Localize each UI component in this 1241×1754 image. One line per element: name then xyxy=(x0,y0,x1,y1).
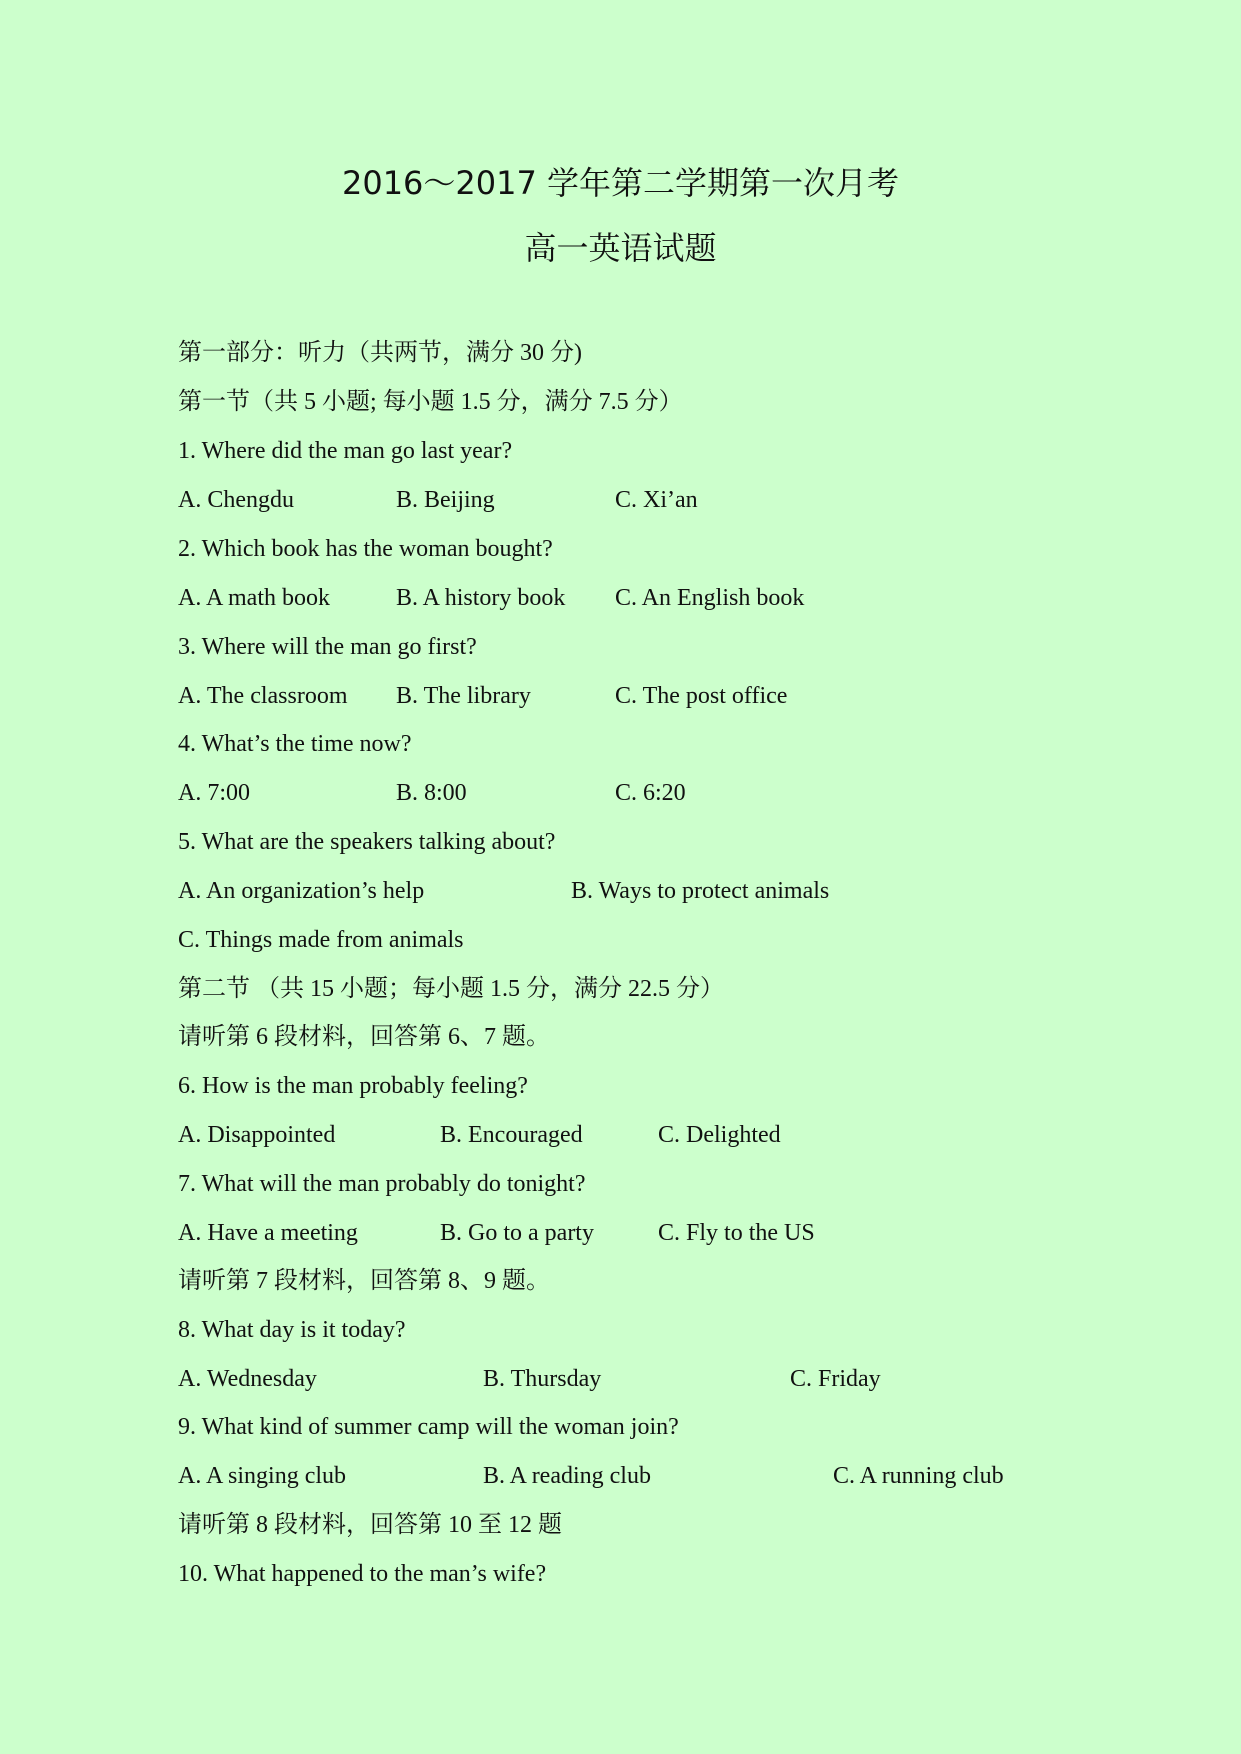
option-c: C. An English book xyxy=(615,585,805,611)
option-b: B. A reading club xyxy=(483,1463,651,1489)
question-6-options xyxy=(178,1115,1078,1155)
option-c: C. Fly to the US xyxy=(658,1220,815,1246)
instruction-passage-7: 请听第 7 段材料，回答第 8、9 题。 xyxy=(178,1268,550,1294)
question-3-options xyxy=(178,676,1078,716)
exam-title: 2016～2017 学年第二学期第一次月考 xyxy=(341,164,900,202)
option-b: B. Thursday xyxy=(483,1366,602,1392)
question-5-option-c: C. Things made from animals xyxy=(178,927,464,953)
option-c: C. A running club xyxy=(833,1463,1004,1489)
question-9-options xyxy=(178,1456,1078,1496)
instruction-passage-6: 请听第 6 段材料，回答第 6、7 题。 xyxy=(178,1024,550,1050)
section2-heading: 第二节 （共 15 小题；每小题 1.5 分，满分 22.5 分） xyxy=(178,976,724,1002)
option-c: C. The post office xyxy=(615,683,788,709)
option-b: B. Go to a party xyxy=(440,1220,594,1246)
instruction-passage-8: 请听第 8 段材料，回答第 10 至 12 题 xyxy=(178,1512,562,1538)
option-a: A. Chengdu xyxy=(178,487,294,513)
question-5-options xyxy=(178,871,1078,911)
option-b: B. Encouraged xyxy=(440,1122,583,1148)
option-c: C. 6:20 xyxy=(615,780,686,806)
part1-heading: 第一部分：听力（共两节，满分 30 分) xyxy=(178,340,582,366)
option-c: C. Delighted xyxy=(658,1122,781,1148)
option-b: B. Ways to protect animals xyxy=(571,878,830,904)
question-7-options xyxy=(178,1213,1078,1253)
option-a: A. Disappointed xyxy=(178,1122,336,1148)
option-c: C. Xi’an xyxy=(615,487,698,513)
option-a: A. A math book xyxy=(178,585,331,611)
question-2-options xyxy=(178,578,1078,618)
question-9: 9. What kind of summer camp will the woman join? xyxy=(178,1414,679,1440)
exam-subtitle: 高一英语试题 xyxy=(524,229,717,267)
option-a: A. Have a meeting xyxy=(178,1220,358,1246)
option-a: A. A singing club xyxy=(178,1463,347,1489)
option-b: B. 8:00 xyxy=(396,780,467,806)
question-3: 3. Where will the man go first? xyxy=(178,634,477,660)
question-4-options xyxy=(178,773,1078,813)
question-2: 2. Which book has the woman bought? xyxy=(178,536,553,562)
question-1: 1. Where did the man go last year? xyxy=(178,438,513,464)
question-4: 4. What’s the time now? xyxy=(178,731,412,757)
option-a: A. The classroom xyxy=(178,683,348,709)
question-6: 6. How is the man probably feeling? xyxy=(178,1073,528,1099)
question-1-options xyxy=(178,480,1078,520)
option-b: B. Beijing xyxy=(396,487,495,513)
option-c: C. Friday xyxy=(790,1366,881,1392)
question-5: 5. What are the speakers talking about? xyxy=(178,829,556,855)
option-a: A. Wednesday xyxy=(178,1366,317,1392)
option-a: A. 7:00 xyxy=(178,780,250,806)
option-b: B. The library xyxy=(396,683,531,709)
question-8-options xyxy=(178,1359,1078,1399)
question-7: 7. What will the man probably do tonight? xyxy=(178,1171,586,1197)
option-b: B. A history book xyxy=(396,585,566,611)
question-8: 8. What day is it today? xyxy=(178,1317,406,1343)
question-10: 10. What happened to the man’s wife? xyxy=(178,1561,547,1587)
section1-heading: 第一节（共 5 小题; 每小题 1.5 分，满分 7.5 分） xyxy=(178,389,683,415)
option-a: A. An organization’s help xyxy=(178,878,425,904)
